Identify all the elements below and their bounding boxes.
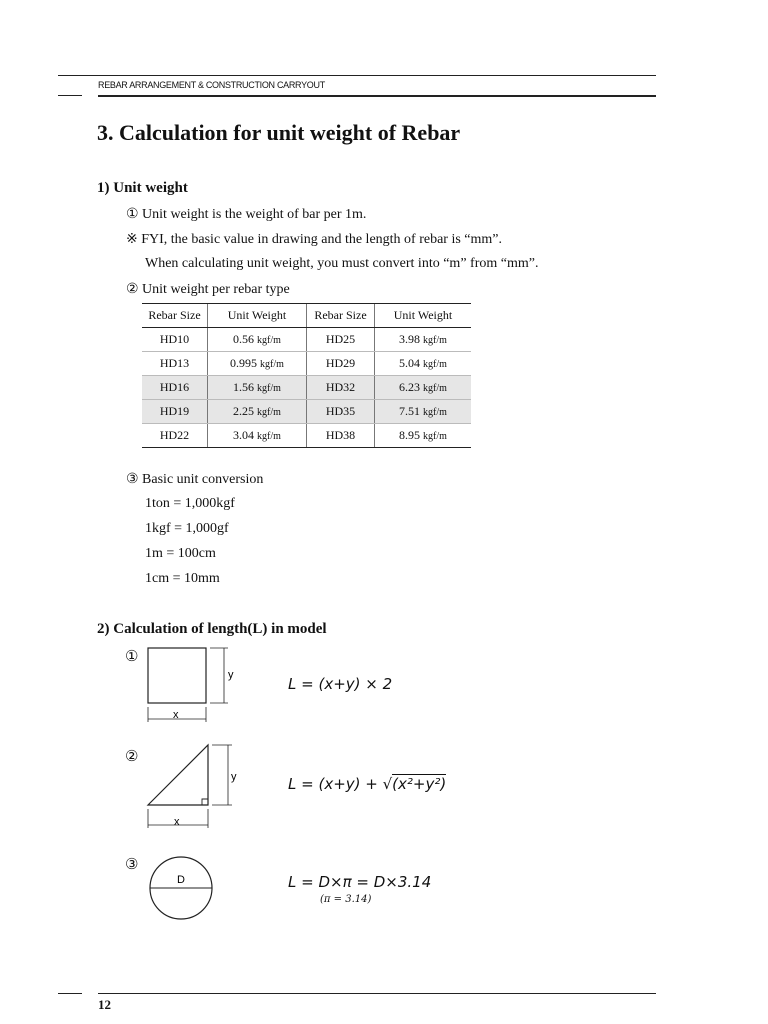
unit-weight-definition: ① Unit weight is the weight of bar per 1m. — [126, 207, 367, 222]
header-rule-bottom — [98, 95, 656, 97]
unit-weight: 5.04 kgf/m — [375, 352, 472, 376]
rebar-size: HD35 — [307, 400, 375, 424]
table-row — [142, 352, 471, 376]
table-row — [142, 424, 471, 448]
table-header-cell: Unit Weight — [375, 304, 472, 328]
footer-rule — [98, 993, 656, 994]
figure1-marker: ① — [125, 649, 139, 665]
rect-label-x: x — [173, 709, 179, 721]
pi-value-note: (π = 3.14) — [320, 894, 372, 905]
rebar-size: HD19 — [142, 400, 208, 424]
rebar-size: HD38 — [307, 424, 375, 448]
unit-weight-per-type-label: ② Unit weight per rebar type — [126, 282, 290, 297]
rebar-size: HD29 — [307, 352, 375, 376]
circle-formula: L = D×π = D×3.14 — [288, 873, 432, 891]
unit-conversion-label: ③ Basic unit conversion — [126, 472, 264, 487]
rebar-size: HD16 — [142, 376, 208, 400]
rebar-size: HD13 — [142, 352, 208, 376]
rect-label-y: y — [228, 669, 234, 681]
figure3-marker: ③ — [125, 857, 139, 873]
unit-weight: 3.04 kgf/m — [208, 424, 307, 448]
unit-weight: 1.56 kgf/m — [208, 376, 307, 400]
circle-label-d: D — [177, 874, 185, 886]
table-row — [142, 376, 471, 400]
section2-heading: 2) Calculation of length(L) in model — [97, 621, 327, 637]
footer-tab-left — [58, 993, 82, 994]
unit-weight: 8.95 kgf/m — [375, 424, 472, 448]
conversion-ton-kgf: 1ton = 1,000kgf — [145, 496, 235, 511]
unit-weight: 6.23 kgf/m — [375, 376, 472, 400]
circle-diagram — [140, 850, 220, 930]
header-tab-left — [58, 95, 82, 96]
conversion-m-cm: 1m = 100cm — [145, 546, 216, 561]
page-title: 3. Calculation for unit weight of Rebar — [97, 120, 461, 145]
triangle-formula-prefix: L = (x+y) + — [288, 775, 383, 793]
rebar-size: HD25 — [307, 328, 375, 352]
triangle-formula-radicand: (x²+y²) — [392, 775, 447, 793]
unit-weight: 7.51 kgf/m — [375, 400, 472, 424]
unit-weight: 0.56 kgf/m — [208, 328, 307, 352]
table-row — [142, 328, 471, 352]
table-header-cell: Rebar Size — [307, 304, 375, 328]
page-number: 12 — [98, 997, 111, 1012]
rectangle-formula: L = (x+y) × 2 — [288, 675, 393, 693]
unit-weight: 2.25 kgf/m — [208, 400, 307, 424]
figure2-marker: ② — [125, 749, 139, 765]
running-title: REBAR ARRANGEMENT & CONSTRUCTION CARRYOUT — [98, 80, 325, 90]
table-row — [142, 400, 471, 424]
unit-weight: 3.98 kgf/m — [375, 328, 472, 352]
conversion-kgf-gf: 1kgf = 1,000gf — [145, 521, 229, 536]
conversion-cm-mm: 1cm = 10mm — [145, 571, 220, 586]
header-rule-top — [58, 75, 656, 76]
fyi-note-continued: When calculating unit weight, you must convert into “m” from “mm”. — [145, 256, 539, 271]
rebar-unit-weight-table — [142, 303, 471, 448]
rebar-size: HD32 — [307, 376, 375, 400]
unit-weight: 0.995 kgf/m — [208, 352, 307, 376]
rebar-size: HD10 — [142, 328, 208, 352]
rebar-size: HD22 — [142, 424, 208, 448]
triangle-label-x: x — [174, 816, 180, 828]
section1-heading: 1) Unit weight — [97, 180, 188, 196]
triangle-label-y: y — [231, 771, 237, 783]
table-header-cell: Rebar Size — [142, 304, 208, 328]
table-header-cell: Unit Weight — [208, 304, 307, 328]
square-root-sign: √ — [382, 775, 393, 793]
rectangle-diagram — [140, 640, 250, 730]
triangle-formula — [288, 775, 446, 793]
fyi-note: ※ FYI, the basic value in drawing and the length of rebar is “mm”. — [126, 232, 503, 247]
triangle-diagram — [140, 738, 250, 838]
